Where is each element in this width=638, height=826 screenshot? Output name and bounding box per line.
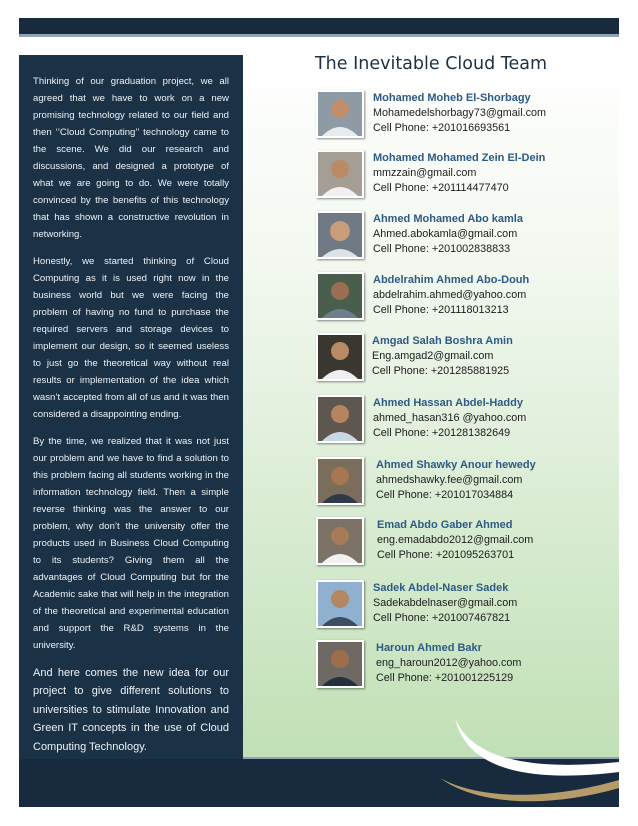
member-phone: Cell Phone: +201285881925	[372, 365, 510, 377]
member-email: ahmed_hasan316 @yahoo.com	[373, 412, 527, 424]
member-photo	[316, 580, 364, 628]
member-name: Ahmed Hassan Abdel-Haddy	[373, 397, 523, 409]
team-member	[316, 640, 616, 690]
member-email: abdelrahim.ahmed@yahoo.com	[373, 289, 527, 301]
member-photo	[316, 457, 364, 505]
member-photo	[316, 211, 364, 259]
member-email: ahmedshawky.fee@gmail.com	[376, 474, 523, 486]
member-photo	[316, 272, 364, 320]
member-phone: Cell Phone: +201016693561	[373, 122, 511, 134]
member-email: mmzzain@gmail.com	[373, 167, 477, 179]
decorative-swoosh	[400, 700, 619, 810]
member-name: Haroun Ahmed Bakr	[376, 642, 482, 654]
intro-paragraph: Thinking of our graduation project, we all agreed that we have to work on a new promising technology related to our field and then ‘’Cloud Computing’’ technology came to the scene. We did our research and discussions, and designed a prototype of what we are going to do. We were totally convinced by the benefits of this technology that has shown a constructive revolution in networking.	[33, 76, 229, 240]
member-email: eng.emadabdo2012@gmail.com	[377, 534, 534, 546]
member-name: Amgad Salah Boshra Amin	[372, 335, 513, 347]
team-title: The Inevitable Cloud Team	[314, 54, 548, 74]
member-name: Sadek Abdel-Naser Sadek	[373, 582, 509, 594]
member-photo	[316, 640, 364, 688]
team-member	[316, 580, 616, 630]
team-member	[316, 333, 616, 383]
member-name: Mohamed Moheb El-Shorbagy	[373, 92, 531, 104]
team-member	[316, 457, 616, 507]
member-email: Sadekabdelnaser@gmail.com	[373, 597, 518, 609]
member-phone: Cell Phone: +201114477470	[373, 182, 509, 194]
solution-paragraph: By the time, we realized that it was not just our problem and we have to find a solution to this problem facing all students working in the information technology field. Then a simple reverse thinking was the answer to our problem, why don’t the university offer the products used in Business Cloud Computing to its students? Giving them all the advantages of Cloud Computing but for the Academic sake that will help in the integration of the theoretical and experimental education and support the R&D systems in the university.	[33, 436, 229, 651]
member-name: Ahmed Mohamed Abo kamla	[373, 213, 523, 225]
conclusion-paragraph: And here comes the new idea for our project to give different solutions to universities to stimulate Innovation and Green IT concepts in the use of Cloud Computing Technology.	[33, 667, 229, 753]
member-phone: Cell Phone: +201007467821	[373, 612, 511, 624]
top-banner	[19, 18, 619, 34]
member-email: eng_haroun2012@yahoo.com	[376, 657, 522, 669]
member-email: Eng.amgad2@gmail.com	[372, 350, 494, 362]
top-divider	[19, 34, 619, 37]
member-name: Emad Abdo Gaber Ahmed	[377, 519, 513, 531]
member-photo	[316, 333, 364, 381]
member-name: Mohamed Mohamed Zein El-Dein	[373, 152, 546, 164]
member-phone: Cell Phone: +201002838833	[373, 243, 511, 255]
member-name: Abdelrahim Ahmed Abo-Douh	[373, 274, 530, 286]
team-member	[316, 272, 616, 322]
team-member	[316, 211, 616, 261]
member-phone: Cell Phone: +201281382649	[373, 427, 511, 439]
member-email: Mohamedelshorbagy73@gmail.com	[373, 107, 546, 119]
member-name: Ahmed Shawky Anour hewedy	[376, 459, 536, 471]
member-phone: Cell Phone: +201118013213	[373, 304, 509, 316]
team-member	[316, 150, 616, 200]
member-phone: Cell Phone: +201001225129	[376, 672, 514, 684]
member-phone: Cell Phone: +201095263701	[377, 549, 515, 561]
member-email: Ahmed.abokamla@gmail.com	[373, 228, 518, 240]
project-description-panel	[19, 55, 243, 759]
member-photo	[316, 517, 364, 565]
member-phone: Cell Phone: +201017034884	[376, 489, 514, 501]
problem-paragraph: Honestly, we started thinking of Cloud Computing as it is used right now in the business world but we were facing the problem of having no fund to purchase the required servers and storage devices to implement our design, so it seemed useless to just go the theoretical way without real results or implementation of the idea which wasn’t accepted from all of us and it was then considered a disappointing ending.	[33, 256, 229, 420]
member-photo	[316, 395, 364, 443]
team-member	[316, 90, 616, 140]
member-photo	[316, 150, 364, 198]
team-member	[316, 395, 616, 445]
member-photo	[316, 90, 364, 138]
team-member	[316, 517, 616, 567]
